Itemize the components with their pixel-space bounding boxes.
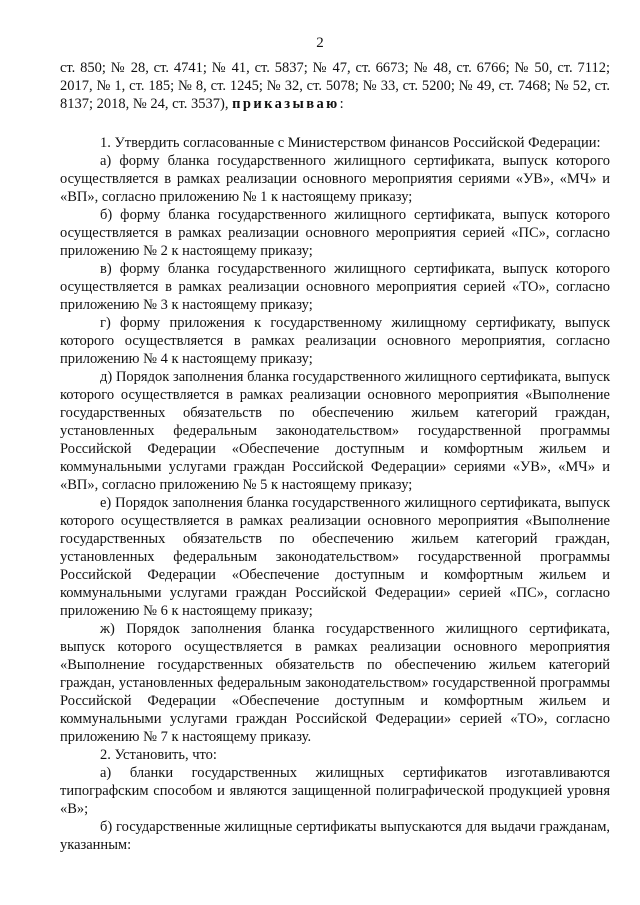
order-colon: : (339, 96, 344, 112)
order-word: приказываю (232, 96, 340, 112)
clause-2a: а) бланки государственных жилищных сертификатов изготавливаются типографским способом и являются защищенной полиграфической продукцией уровня «В»; (60, 765, 610, 817)
clause-1: 1. Утвердить согласованные с Министерством финансов Российской Федерации: (100, 135, 601, 151)
clause-1a: а) форму бланка государственного жилищного сертификата, выпуск которого осуществляется в рамках реализации основного мероприятия сериями «УВ», «МЧ» и «ВП», согласно приложению № 1 к настоящему приказу; (60, 153, 610, 205)
clause-1e: д) Порядок заполнения бланка государственного жилищного сертификата, выпуск которого осуществляется в рамках реализации основного мероприятия «Выполнение государственных обязательств по обеспечению жильем категорий граждан, установленных федеральным законодательством» государственной программы Российской Федерации «Обеспечение доступным и комфортным жильем и коммунальными услугами граждан Российской Федерации» сериями «УВ», «МЧ» и «ВП», согласно приложению № 5 к настоящему приказу; (60, 369, 610, 493)
intro-paragraph (60, 59, 610, 113)
clause-2b: б) государственные жилищные сертификаты выпускаются для выдачи гражданам, указанным: (60, 819, 610, 853)
clause-1f: е) Порядок заполнения бланка государственного жилищного сертификата, выпуск которого осуществляется в рамках реализации основного мероприятия «Выполнение государственных обязательств по обеспечению жильем категорий граждан, установленных федеральным законодательством» государственной программы Российской Федерации «Обеспечение доступным и комфортным жильем и коммунальными услугами граждан Российской Федерации» серией «ПС», согласно приложению № 6 к настоящему приказу; (60, 495, 610, 619)
intro-text: ст. 850; № 28, ст. 4741; № 41, ст. 5837; № 47, ст. 6673; № 48, ст. 6766; № 50, ст. 7112; 2017, № 1, ст. 185; № 8, ст. 1245; № 32, ст. 5078; № 33, ст. 5200; № 49, ст. 7468; № 52, ст. 8137; 2018, № 24, ст. 3537), (60, 60, 610, 112)
document-body (60, 59, 610, 854)
page-number: 2 (316, 35, 324, 51)
clause-1c: в) форму бланка государственного жилищного сертификата, выпуск которого осуществляется в рамках реализации основного мероприятия серией «ТО», согласно приложению № 3 к настоящему приказу; (60, 261, 610, 313)
clause-1g: ж) Порядок заполнения бланка государственного жилищного сертификата, выпуск которого осуществляется в рамках реализации основного мероприятия «Выполнение государственных обязательств по обеспечению жильем категорий граждан, установленных федеральным законодательством» государственной программы Российской Федерации «Обеспечение доступным и комфортным жильем и коммунальными услугами граждан Российской Федерации» серией «ТО», согласно приложению № 7 к настоящему приказу. (60, 621, 610, 745)
clause-1b: б) форму бланка государственного жилищного сертификата, выпуск которого осуществляется в рамках реализации основного мероприятия серией «ПС», согласно приложению № 2 к настоящему приказу; (60, 207, 610, 259)
clause-2: 2. Установить, что: (100, 747, 217, 763)
clause-1d: г) форму приложения к государственному жилищному сертификату, выпуск которого осуществляется в рамках реализации основного мероприятия, согласно приложению № 4 к настоящему приказу; (60, 315, 610, 367)
